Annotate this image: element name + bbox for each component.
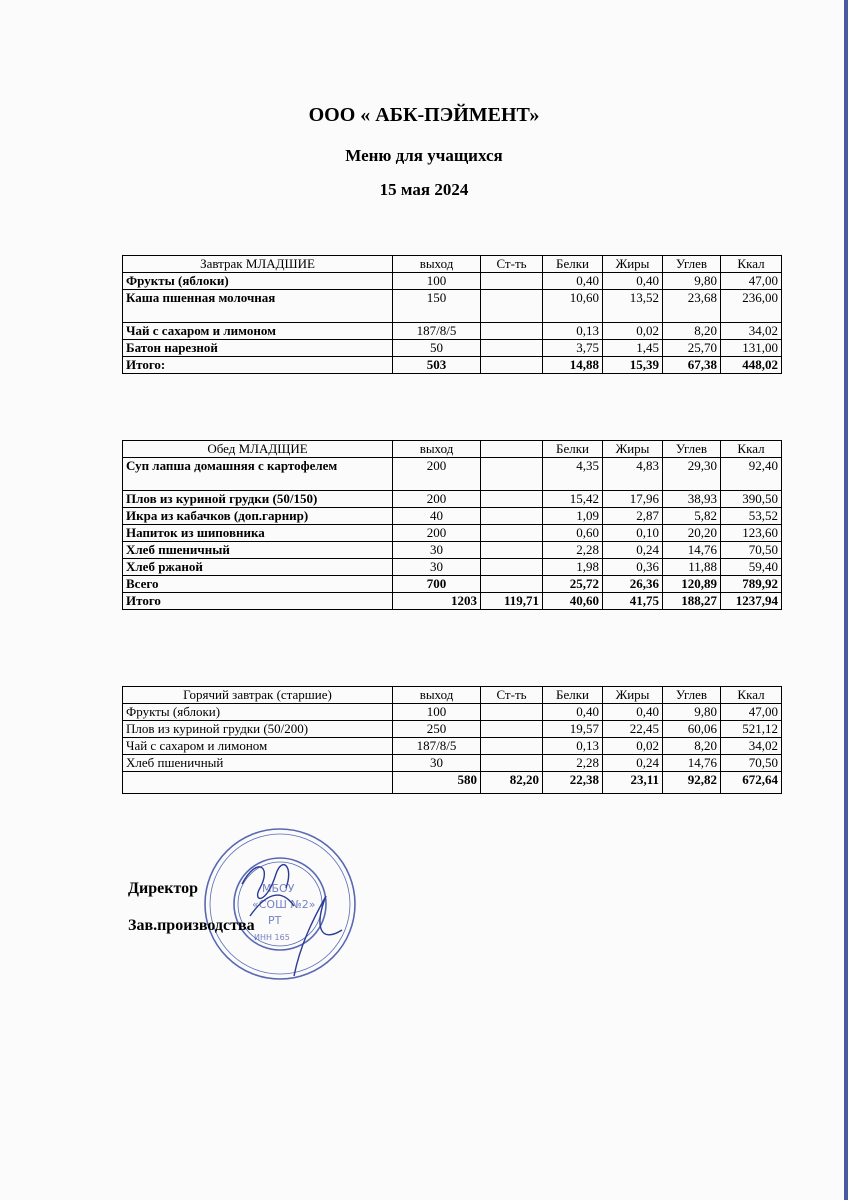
cell: 250 — [393, 721, 481, 738]
table-row — [123, 323, 782, 340]
total-row — [123, 593, 782, 610]
cell: 123,60 — [721, 525, 782, 542]
cell: 188,27 — [663, 593, 721, 610]
svg-text:МБОУ: МБОУ — [262, 882, 295, 895]
dish-name: Каша пшенная молочная — [123, 290, 393, 323]
column-header: Обед МЛАДЩИЕ — [123, 441, 393, 458]
cell: 41,75 — [603, 593, 663, 610]
cell — [481, 755, 543, 772]
dish-name: Икра из кабачков (доп.гарнир) — [123, 508, 393, 525]
table-row — [123, 273, 782, 290]
cell: 60,06 — [663, 721, 721, 738]
cell: 14,76 — [663, 755, 721, 772]
column-header: Завтрак МЛАДШИЕ — [123, 256, 393, 273]
senior-hot-breakfast-table — [122, 686, 782, 794]
column-header: Жиры — [603, 256, 663, 273]
cell: 25,72 — [543, 576, 603, 593]
cell: 50 — [393, 340, 481, 357]
table-row — [123, 542, 782, 559]
cell: 1,98 — [543, 559, 603, 576]
svg-text:ИНН 165: ИНН 165 — [254, 933, 290, 942]
cell: 14,88 — [543, 357, 603, 374]
cell: 0,10 — [603, 525, 663, 542]
cell: 15,42 — [543, 491, 603, 508]
cell: 25,70 — [663, 340, 721, 357]
column-header: Жиры — [603, 441, 663, 458]
cell: 390,50 — [721, 491, 782, 508]
cell — [481, 559, 543, 576]
cell: 70,50 — [721, 755, 782, 772]
dish-name: Фрукты (яблоки) — [123, 704, 393, 721]
subtotal-row — [123, 576, 782, 593]
cell: 0,13 — [543, 738, 603, 755]
cell: 8,20 — [663, 323, 721, 340]
column-header: Ст-ть — [481, 687, 543, 704]
cell: 38,93 — [663, 491, 721, 508]
cell: 0,40 — [543, 704, 603, 721]
total-label: Итого: — [123, 357, 393, 374]
table-row — [123, 559, 782, 576]
cell: 100 — [393, 273, 481, 290]
cell: 15,39 — [603, 357, 663, 374]
cell: 23,11 — [603, 772, 663, 794]
cell: 2,87 — [603, 508, 663, 525]
cell — [481, 721, 543, 738]
column-header: Ккал — [721, 256, 782, 273]
total-label — [123, 772, 393, 794]
dish-name: Суп лапша домашняя с картофелем — [123, 458, 393, 491]
dish-name: Хлеб ржаной — [123, 559, 393, 576]
total-row — [123, 357, 782, 374]
cell: 0,13 — [543, 323, 603, 340]
table-row — [123, 738, 782, 755]
column-header: Углев — [663, 687, 721, 704]
column-header: Белки — [543, 441, 603, 458]
cell: 20,20 — [663, 525, 721, 542]
cell: 0,02 — [603, 323, 663, 340]
table-row — [123, 704, 782, 721]
cell: 17,96 — [603, 491, 663, 508]
cell: 8,20 — [663, 738, 721, 755]
subtotal-label: Всего — [123, 576, 393, 593]
column-header: выход — [393, 256, 481, 273]
table-row — [123, 491, 782, 508]
column-header: Углев — [663, 256, 721, 273]
svg-text:«СОШ №2»: «СОШ №2» — [252, 898, 316, 911]
cell: 1203 — [393, 593, 481, 610]
cell — [481, 525, 543, 542]
cell: 59,40 — [721, 559, 782, 576]
cell: 47,00 — [721, 273, 782, 290]
cell: 29,30 — [663, 458, 721, 491]
cell — [481, 340, 543, 357]
table-row — [123, 508, 782, 525]
dish-name: Фрукты (яблоки) — [123, 273, 393, 290]
column-header: Белки — [543, 687, 603, 704]
production-head-signature-label: Зав.производства — [128, 917, 255, 934]
scan-edge — [844, 0, 848, 1200]
column-header — [481, 441, 543, 458]
cell: 40,60 — [543, 593, 603, 610]
table-row — [123, 290, 782, 323]
cell: 22,45 — [603, 721, 663, 738]
company-name: ООО « АБК-ПЭЙМЕНТ» — [308, 104, 540, 126]
cell: 0,40 — [603, 704, 663, 721]
cell — [481, 290, 543, 323]
cell: 9,80 — [663, 704, 721, 721]
table-row — [123, 525, 782, 542]
cell: 34,02 — [721, 738, 782, 755]
cell: 22,38 — [543, 772, 603, 794]
cell: 0,24 — [603, 755, 663, 772]
cell: 0,40 — [543, 273, 603, 290]
cell: 119,71 — [481, 593, 543, 610]
cell: 0,60 — [543, 525, 603, 542]
cell: 448,02 — [721, 357, 782, 374]
cell: 200 — [393, 458, 481, 491]
cell: 3,75 — [543, 340, 603, 357]
table-row — [123, 458, 782, 491]
table-header — [123, 687, 782, 704]
cell — [481, 273, 543, 290]
dish-name: Батон нарезной — [123, 340, 393, 357]
column-header: Ккал — [721, 441, 782, 458]
column-header: Белки — [543, 256, 603, 273]
cell: 40 — [393, 508, 481, 525]
column-header: Углев — [663, 441, 721, 458]
cell: 100 — [393, 704, 481, 721]
cell — [481, 508, 543, 525]
cell: 200 — [393, 491, 481, 508]
cell: 1,09 — [543, 508, 603, 525]
table-row — [123, 721, 782, 738]
cell: 13,52 — [603, 290, 663, 323]
column-header: Жиры — [603, 687, 663, 704]
table-header — [123, 256, 782, 273]
cell: 19,57 — [543, 721, 603, 738]
cell: 580 — [393, 772, 481, 794]
cell: 9,80 — [663, 273, 721, 290]
cell — [481, 323, 543, 340]
cell: 70,50 — [721, 542, 782, 559]
cell — [481, 576, 543, 593]
cell — [481, 458, 543, 491]
director-signature-label: Директор — [128, 880, 198, 897]
cell: 236,00 — [721, 290, 782, 323]
cell: 10,60 — [543, 290, 603, 323]
svg-text:РТ: РТ — [268, 914, 282, 927]
cell: 82,20 — [481, 772, 543, 794]
cell: 120,89 — [663, 576, 721, 593]
cell: 30 — [393, 559, 481, 576]
cell: 0,36 — [603, 559, 663, 576]
dish-name: Хлеб пшеничный — [123, 542, 393, 559]
table-row — [123, 340, 782, 357]
table-header — [123, 441, 782, 458]
cell: 2,28 — [543, 542, 603, 559]
total-row — [123, 772, 782, 794]
cell: 14,76 — [663, 542, 721, 559]
cell: 200 — [393, 525, 481, 542]
cell: 11,88 — [663, 559, 721, 576]
cell: 47,00 — [721, 704, 782, 721]
cell — [481, 704, 543, 721]
cell — [481, 542, 543, 559]
column-header: Ст-ть — [481, 256, 543, 273]
dish-name: Напиток из шиповника — [123, 525, 393, 542]
dish-name: Хлеб пшеничный — [123, 755, 393, 772]
menu-date: 15 мая 2024 — [379, 180, 469, 199]
cell: 2,28 — [543, 755, 603, 772]
column-header: Ккал — [721, 687, 782, 704]
cell: 789,92 — [721, 576, 782, 593]
dish-name: Плов из куриной грудки (50/200) — [123, 721, 393, 738]
cell: 5,82 — [663, 508, 721, 525]
cell: 0,02 — [603, 738, 663, 755]
cell: 23,68 — [663, 290, 721, 323]
cell: 34,02 — [721, 323, 782, 340]
cell: 0,24 — [603, 542, 663, 559]
total-label: Итого — [123, 593, 393, 610]
cell: 187/8/5 — [393, 323, 481, 340]
column-header: выход — [393, 687, 481, 704]
cell: 30 — [393, 542, 481, 559]
cell: 92,40 — [721, 458, 782, 491]
cell: 521,12 — [721, 721, 782, 738]
cell: 92,82 — [663, 772, 721, 794]
junior-lunch-table — [122, 440, 782, 610]
dish-name: Чай с сахаром и лимоном — [123, 738, 393, 755]
dish-name: Чай с сахаром и лимоном — [123, 323, 393, 340]
cell: 67,38 — [663, 357, 721, 374]
cell: 0,40 — [603, 273, 663, 290]
menu-subtitle: Меню для учащихся — [345, 146, 503, 165]
cell: 53,52 — [721, 508, 782, 525]
table-row — [123, 755, 782, 772]
cell: 187/8/5 — [393, 738, 481, 755]
cell: 150 — [393, 290, 481, 323]
cell — [481, 357, 543, 374]
cell: 26,36 — [603, 576, 663, 593]
cell: 1,45 — [603, 340, 663, 357]
cell — [481, 738, 543, 755]
cell — [481, 491, 543, 508]
cell: 4,83 — [603, 458, 663, 491]
junior-breakfast-table — [122, 255, 782, 374]
cell: 1237,94 — [721, 593, 782, 610]
cell: 672,64 — [721, 772, 782, 794]
official-stamp — [202, 826, 358, 982]
cell: 700 — [393, 576, 481, 593]
cell: 131,00 — [721, 340, 782, 357]
cell: 30 — [393, 755, 481, 772]
dish-name: Плов из куриной грудки (50/150) — [123, 491, 393, 508]
column-header: Горячий завтрак (старшие) — [123, 687, 393, 704]
cell: 4,35 — [543, 458, 603, 491]
column-header: выход — [393, 441, 481, 458]
cell: 503 — [393, 357, 481, 374]
